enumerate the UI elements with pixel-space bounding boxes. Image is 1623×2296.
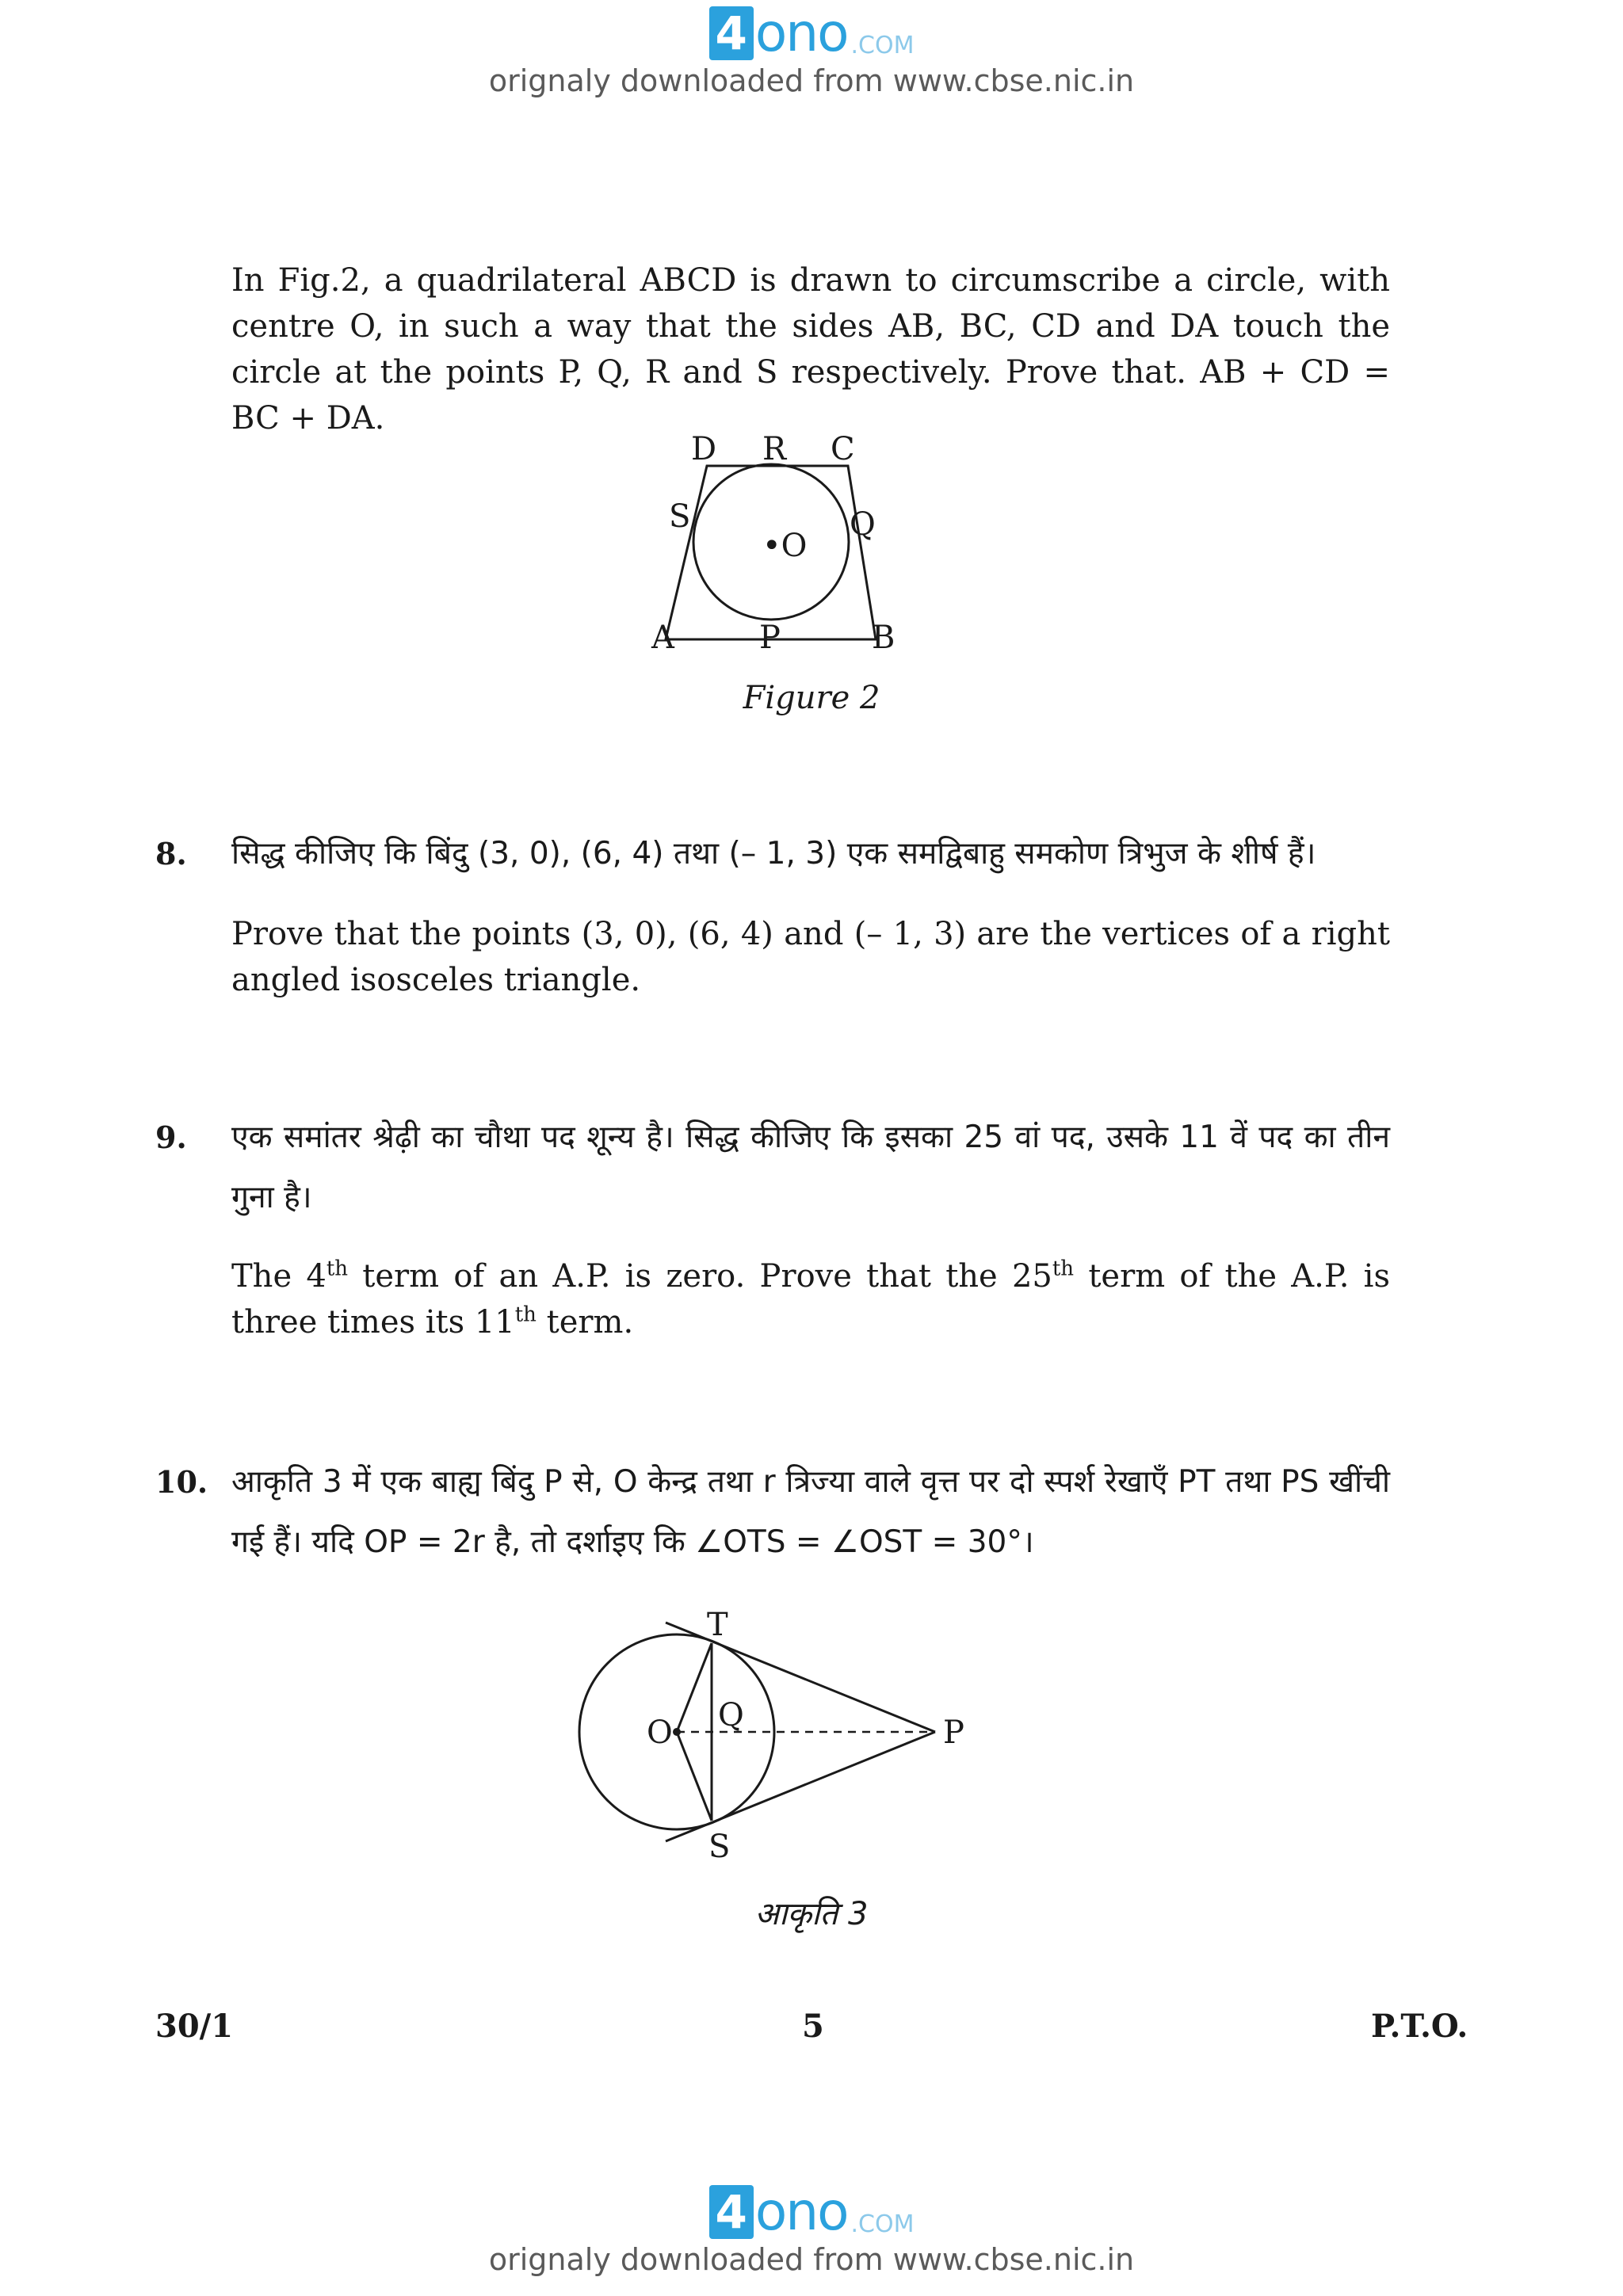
question-10-number: 10.: [155, 1464, 208, 1500]
logo-word: ono: [754, 2, 848, 63]
site-logo: [709, 2, 915, 63]
logo-word-bottom: ono: [754, 2181, 848, 2242]
bottom-watermark: [0, 2181, 1623, 2277]
question-8-english: Prove that the points (3, 0), (6, 4) and (– 1, 3) are the vertices of a right angled isosceles triangle.: [231, 916, 1390, 998]
label-p: P: [759, 620, 781, 656]
question-8-number: 8.: [155, 836, 187, 871]
label-p: P: [943, 1714, 964, 1751]
tangent-ps: [666, 1732, 935, 1841]
paper-code: 30/1: [155, 2008, 234, 2045]
label-o: O: [647, 1714, 673, 1751]
logo-com-bottom: .COM: [850, 2210, 915, 2238]
question-8-hindi: सिद्ध कीजिए कि बिंदु (3, 0), (6, 4) तथा (– 1, 3) एक समद्विबाहु समकोण त्रिभुज के शीर्ष हैं।: [231, 836, 1316, 871]
page-number: 5: [802, 2008, 824, 2045]
figure-2-diagram: [634, 420, 919, 666]
label-t: T: [707, 1607, 728, 1643]
logo-com: .COM: [850, 32, 915, 59]
label-d: D: [691, 431, 717, 467]
site-logo-bottom: [709, 2181, 915, 2242]
intro-paragraph: In Fig.2, a quadrilateral ABCD is drawn to circumscribe a circle, with centre O, in such a way that the sides AB, BC, CD and DA touch the circle at the points P, Q, R and S respectively. Prove that. AB + CD = BC + DA.: [231, 262, 1390, 437]
radius-os: [677, 1732, 712, 1821]
label-c: C: [831, 431, 855, 467]
source-note-bottom: orignaly downloaded from www.cbse.nic.in: [488, 2242, 1135, 2277]
label-s: S: [708, 1829, 731, 1865]
centre-point: [673, 1728, 681, 1736]
label-q: Q: [850, 506, 876, 543]
label-s: S: [669, 498, 691, 535]
logo-badge: 4: [709, 6, 754, 60]
figure-2-caption: Figure 2: [743, 680, 880, 716]
figure-3-caption: आकृति 3: [754, 1896, 869, 1932]
question-9-number: 9.: [155, 1119, 187, 1155]
label-a: A: [651, 620, 674, 656]
question-9-hindi: एक समांतर श्रेढ़ी का चौथा पद शून्य है। सिद्ध कीजिए कि इसका 25 वां पद, उसके 11 वें पद का तीन गुना है।: [231, 1119, 1390, 1215]
label-b: B: [872, 620, 896, 656]
tangent-pt: [666, 1623, 935, 1732]
logo-badge-bottom: 4: [709, 2185, 754, 2239]
radius-ot: [677, 1643, 712, 1732]
question-10-hindi: आकृति 3 में एक बाह्य बिंदु P से, O केन्द्र तथा r त्रिज्या वाले वृत्त पर दो स्पर्श रेखाएँ PT तथा PS खींची गई हैं। यदि OP = 2r है, तो दर्शाइए कि ∠OTS = ∠OST = 30°।: [231, 1464, 1390, 1560]
question-9-english: The 4th term of an A.P. is zero. Prove that the 25th term of the A.P. is three times its 11th term.: [231, 1257, 1390, 1341]
pto-label: P.T.O.: [1371, 2008, 1468, 2045]
label-o: •O: [762, 528, 808, 564]
top-watermark: [0, 2, 1623, 98]
label-q: Q: [718, 1697, 744, 1733]
label-r: R: [762, 431, 787, 467]
source-note: orignaly downloaded from www.cbse.nic.in: [488, 63, 1135, 98]
figure-3-diagram: [571, 1599, 983, 1868]
